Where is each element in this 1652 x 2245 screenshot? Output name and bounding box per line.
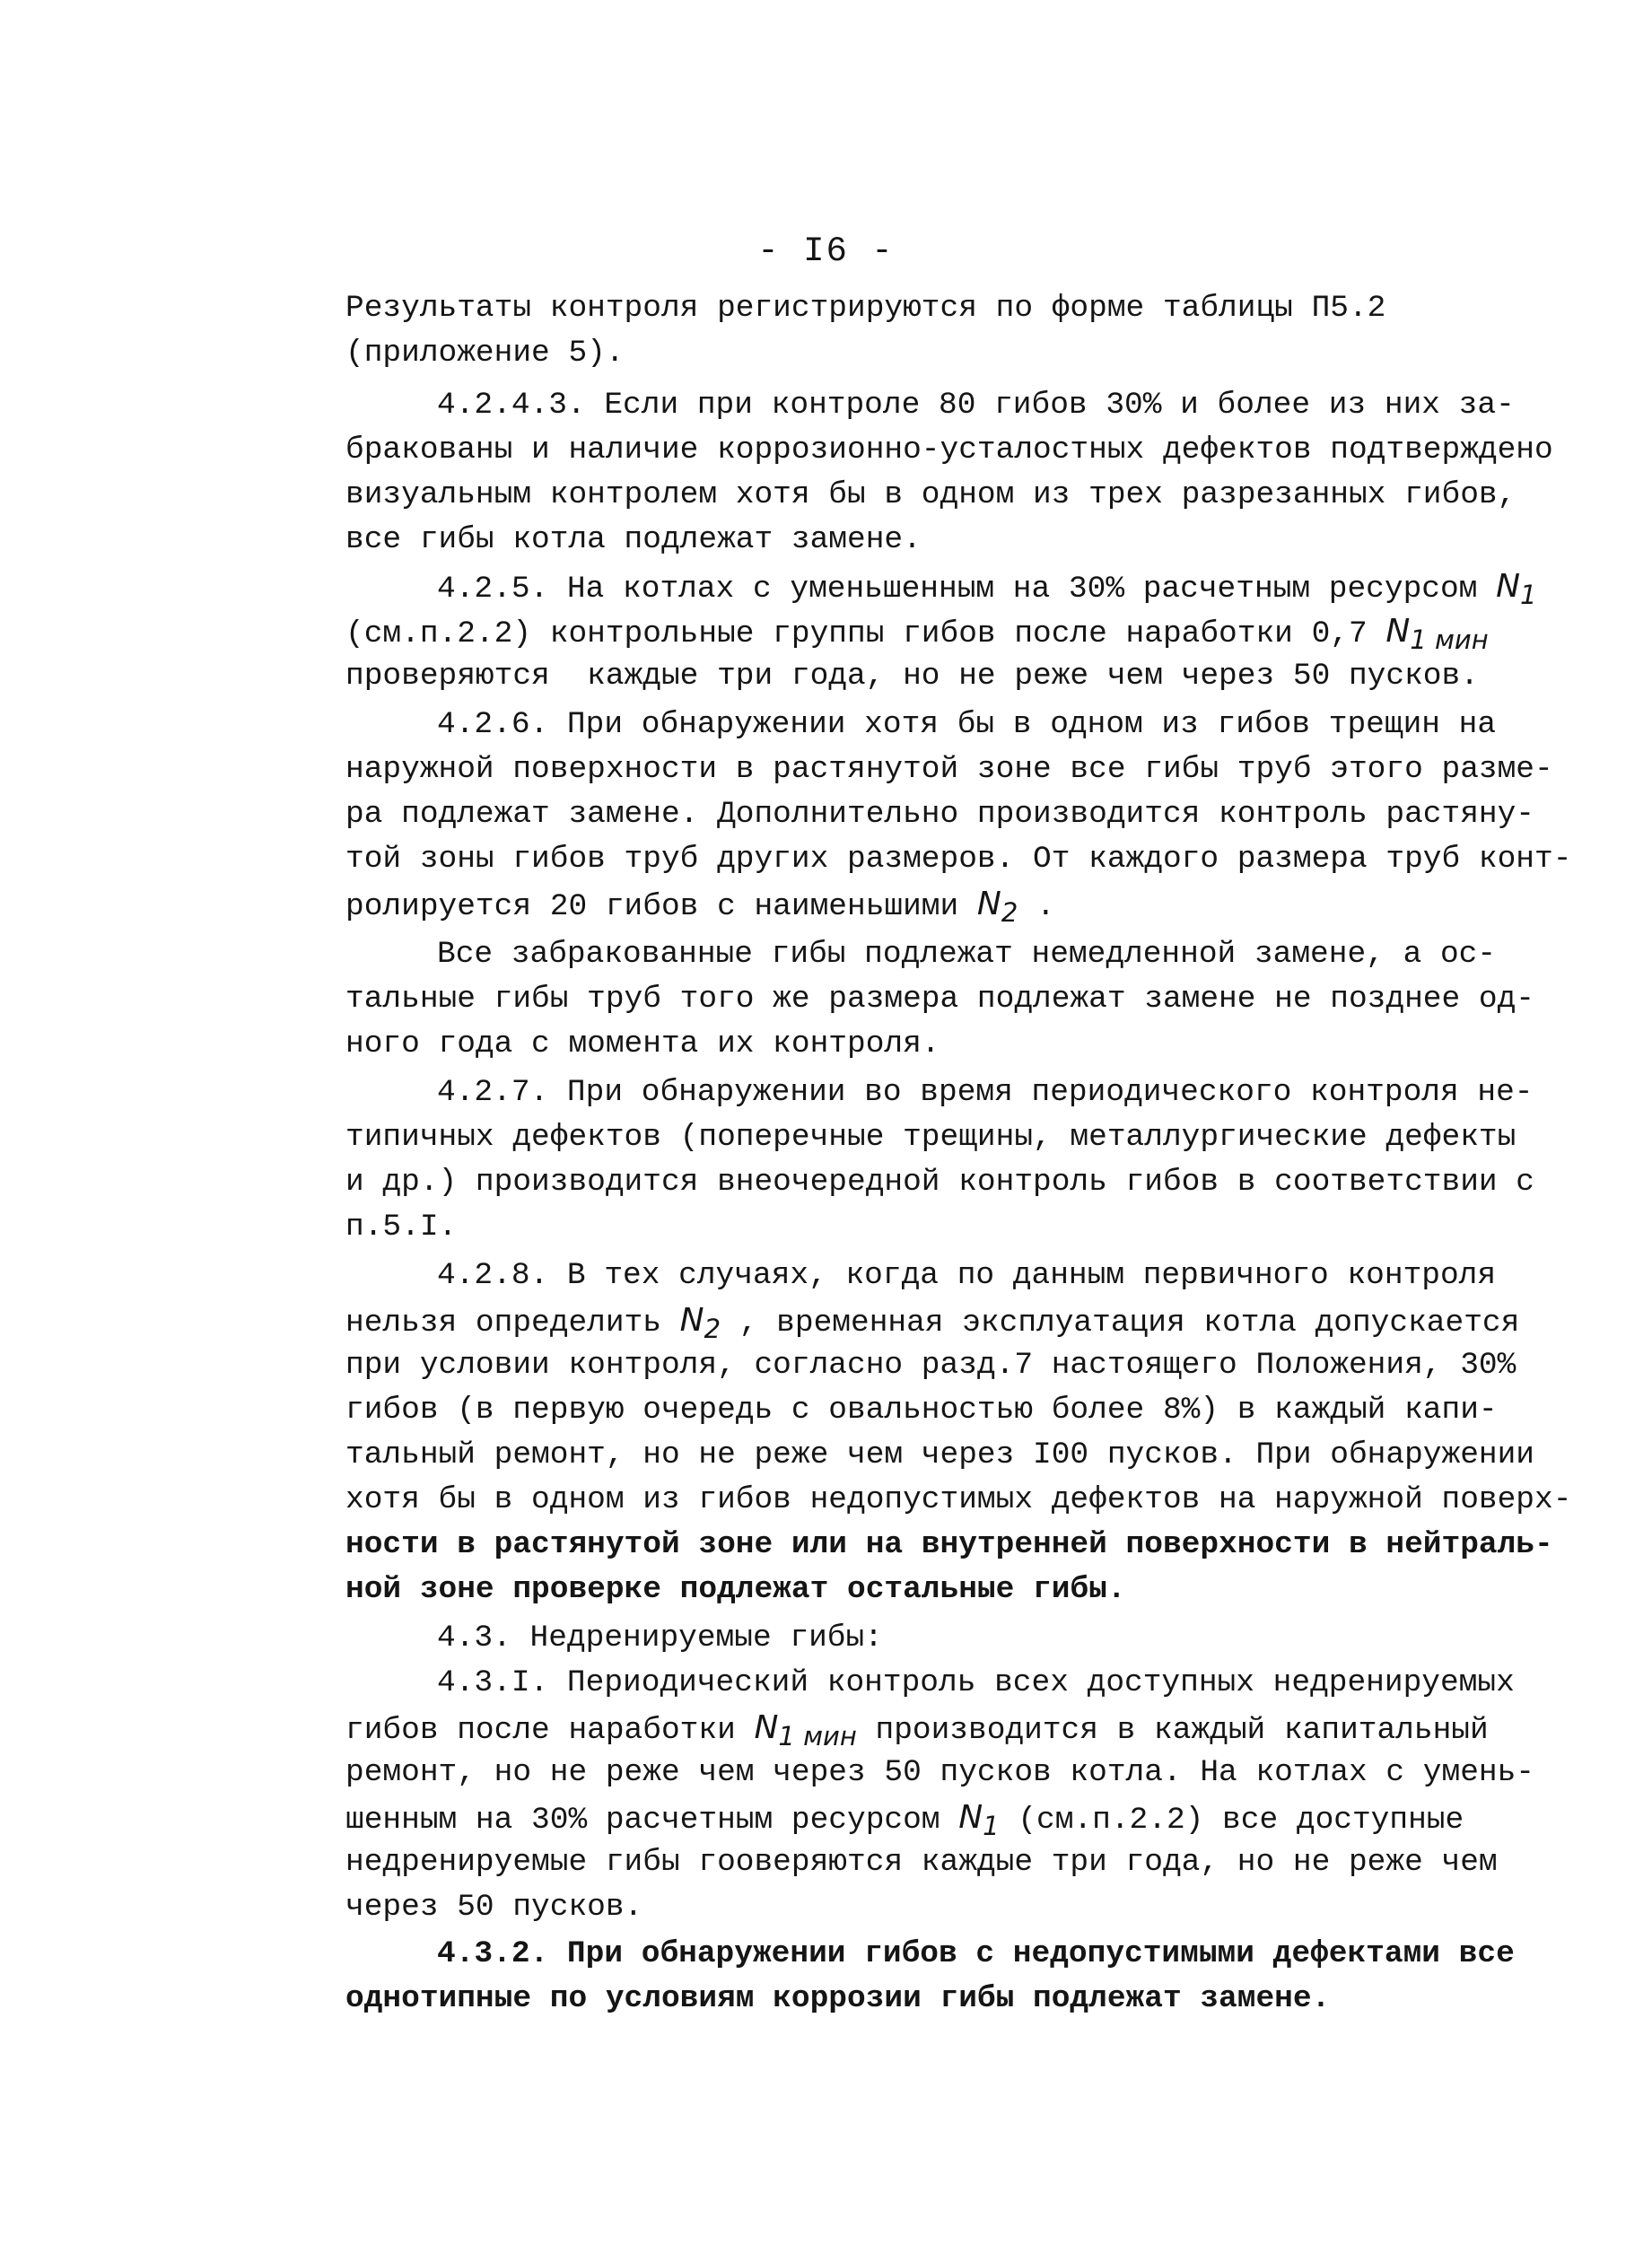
text-line: типичных дефектов (поперечные трещины, металлургические дефекты bbox=[345, 1120, 1517, 1155]
text-segment: производится в каждый капитальный bbox=[856, 1713, 1489, 1748]
text-segment: , временная эксплуатация котла допускается bbox=[721, 1306, 1520, 1341]
text-line: проверяются каждые три года, но не реже чем через 50 пусков. bbox=[345, 659, 1479, 694]
text-line: тальные гибы труб того же размера подлежат замене не позднее од- bbox=[345, 982, 1535, 1017]
formula-subscript: 2 bbox=[704, 1314, 721, 1344]
text-line: визуальным контролем хотя бы в одном из трех разрезанных гибов, bbox=[345, 477, 1517, 512]
text-segment: шенным на 30% расчетным ресурсом bbox=[345, 1803, 959, 1838]
page-number: - I6 - bbox=[757, 231, 895, 271]
text-line: и др.) производится внеочередной контроль гибов в соответствии с bbox=[345, 1165, 1535, 1200]
text-line: той зоны гибов труб других размеров. От каждого размера труб конт- bbox=[345, 842, 1572, 877]
text-segment: . bbox=[1018, 889, 1055, 924]
text-line: Результаты контроля регистрируются по форме таблицы П5.2 bbox=[345, 291, 1386, 326]
formula-subscript: 1 мин bbox=[778, 1721, 857, 1751]
text-line: ремонт, но не реже чем через 50 пусков котла. На котлах с умень- bbox=[345, 1755, 1535, 1790]
section-heading: 4.3. Недренируемые гибы: bbox=[437, 1620, 883, 1655]
formula-subscript: 1 мин bbox=[1410, 625, 1489, 655]
text-line: при условии контроля, согласно разд.7 настоящего Положения, 30% bbox=[345, 1348, 1517, 1383]
text-line bbox=[345, 886, 1055, 928]
formula-symbol: N bbox=[679, 1302, 704, 1339]
text-segment: (см.п.2.2) контрольные группы гибов после наработки 0,7 bbox=[345, 616, 1386, 651]
text-segment: нельзя определить bbox=[345, 1306, 680, 1341]
text-line: 4.2.7. При обнаружении во время периодического контроля не- bbox=[437, 1075, 1534, 1110]
text-line: все гибы котла подлежат замене. bbox=[345, 522, 922, 557]
text-line: наружной поверхности в растянутой зоне все гибы труб этого разме- bbox=[345, 752, 1553, 787]
text-line bbox=[345, 1710, 1489, 1749]
text-line: ного года с момента их контроля. bbox=[345, 1026, 940, 1061]
formula-symbol: N bbox=[976, 886, 1001, 922]
text-line: тальный ремонт, но не реже чем через I00 пусков. При обнаружении bbox=[345, 1437, 1535, 1472]
text-line: 4.3.I. Периодический контроль всех доступных недренируемых bbox=[437, 1665, 1515, 1700]
text-line: хотя бы в одном из гибов недопустимых дефектов на наружной поверх- bbox=[345, 1482, 1572, 1517]
text-line: однотипные по условиям коррозии гибы подлежат замене. bbox=[345, 1981, 1331, 2016]
text-line bbox=[345, 1800, 1464, 1839]
formula-symbol: N bbox=[754, 1709, 779, 1746]
text-line: ности в растянутой зоне или на внутренней поверхности в нейтраль- bbox=[345, 1527, 1553, 1562]
text-line: 4.3.2. При обнаружении гибов с недопустимыми дефектами все bbox=[437, 1936, 1515, 1971]
text-segment: гибов после наработки bbox=[345, 1713, 755, 1748]
text-line: 4.2.8. В тех случаях, когда по данным первичного контроля bbox=[437, 1258, 1497, 1293]
text-line: 4.2.4.3. Если при контроле 80 гибов 30% и более из них за- bbox=[437, 388, 1515, 423]
text-line: Все забракованные гибы подлежат немедленной замене, а ос- bbox=[437, 937, 1497, 972]
text-segment: 4.2.5. На котлах с уменьшенным на 30% расчетным ресурсом bbox=[437, 572, 1497, 607]
formula-subscript: 1 bbox=[983, 1811, 1000, 1841]
formula-subscript: 1 bbox=[1520, 580, 1537, 610]
text-line: п.5.I. bbox=[345, 1210, 458, 1245]
text-line: гибов (в первую очередь с овальностью более 8%) в каждый капи- bbox=[345, 1393, 1498, 1428]
formula-symbol: N bbox=[1496, 568, 1521, 605]
text-line: бракованы и наличие коррозионно-усталостных дефектов подтверждено bbox=[345, 432, 1553, 467]
text-line bbox=[345, 613, 1489, 655]
text-line: через 50 пусков. bbox=[345, 1890, 643, 1925]
formula-subscript: 2 bbox=[1001, 897, 1018, 928]
text-line bbox=[345, 1302, 1520, 1344]
text-line bbox=[437, 568, 1537, 610]
text-line: ра подлежат замене. Дополнительно производится контроль растяну- bbox=[345, 797, 1535, 832]
text-segment: ролируется 20 гибов с наименьшими bbox=[345, 889, 977, 924]
text-line: ной зоне проверке подлежат остальные гибы. bbox=[345, 1572, 1126, 1607]
formula-symbol: N bbox=[958, 1799, 983, 1836]
text-segment: (см.п.2.2) все доступные bbox=[999, 1803, 1464, 1838]
text-line: (приложение 5). bbox=[345, 336, 625, 371]
text-line: недренируемые гибы гооверяются каждые три года, но не реже чем bbox=[345, 1845, 1498, 1880]
formula-symbol: N bbox=[1385, 613, 1411, 650]
text-line: 4.2.6. При обнаружении хотя бы в одном из гибов трещин на bbox=[437, 707, 1497, 742]
